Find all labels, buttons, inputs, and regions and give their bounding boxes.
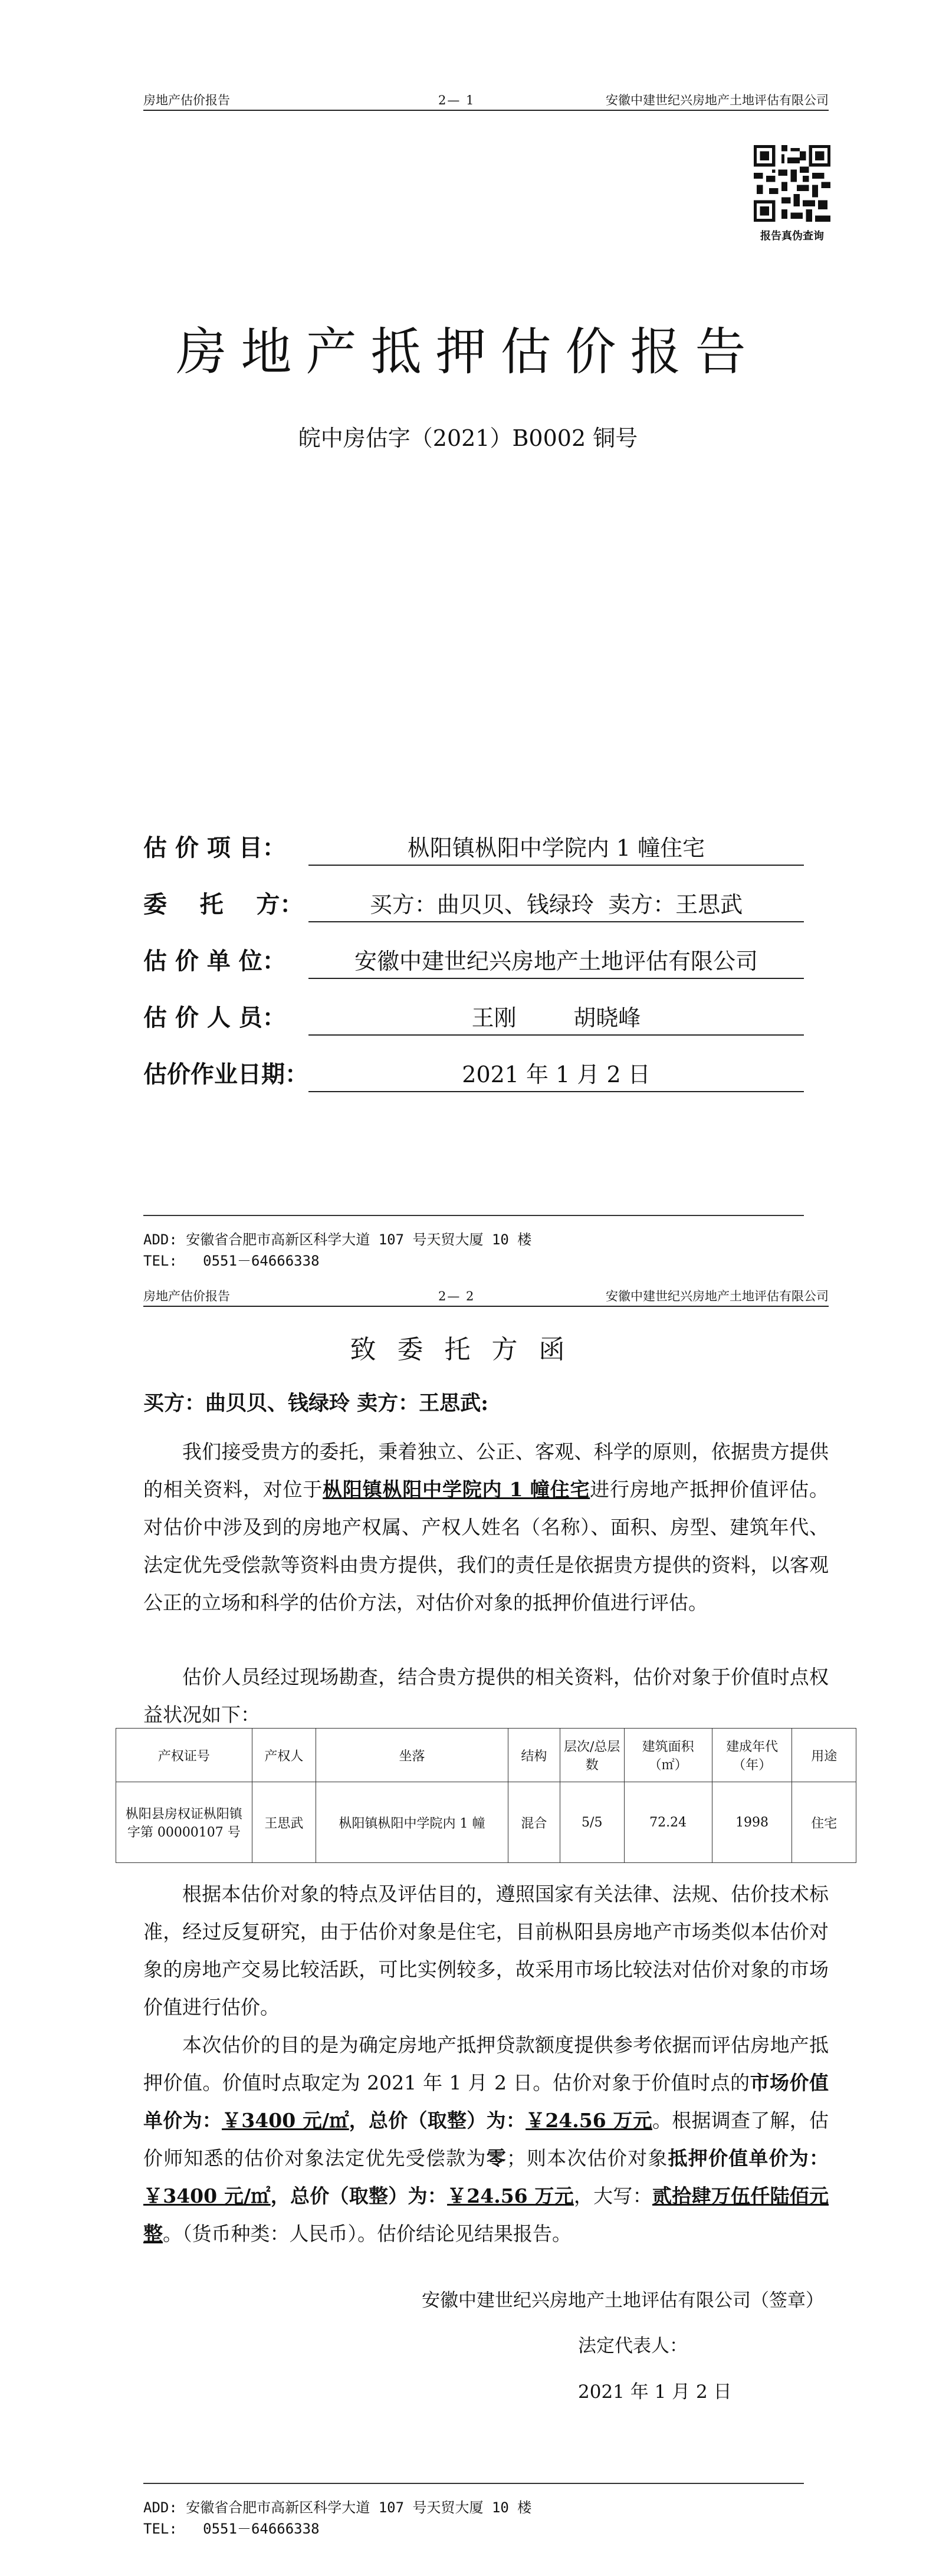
table-cell: 王思武	[252, 1782, 316, 1863]
property-table	[116, 1728, 856, 1863]
property-location: 枞阳镇枞阳中学院内 1 幢住宅	[323, 1478, 590, 1501]
table-cell: 枞阳镇枞阳中学院内 1 幢	[316, 1782, 508, 1863]
page-footer	[143, 2483, 804, 2539]
info-row-project	[143, 832, 804, 888]
info-label: 委 托 方：	[143, 891, 304, 918]
info-row-client	[143, 888, 804, 945]
footer-divider	[143, 1215, 804, 1216]
footer-divider	[143, 2483, 804, 2484]
info-value: 安徽中建世纪兴房地产土地评估有限公司	[308, 945, 804, 979]
info-label: 估价作业日期：	[143, 1060, 308, 1088]
table-cell: 1998	[712, 1782, 792, 1863]
running-header	[143, 93, 829, 111]
qr-caption: 报告真伪查询	[760, 230, 824, 242]
info-row-appraiser-org	[143, 945, 804, 1001]
info-label: 估 价 单 位：	[143, 947, 286, 975]
market-unit-label: 市场价值单价为：	[143, 2071, 829, 2132]
table-cell: 5/5	[560, 1782, 624, 1863]
letter-paragraph-3	[143, 1875, 829, 2026]
table-header-cell: 建筑面积（㎡）	[624, 1729, 712, 1782]
info-value: 2021 年 1 月 2 日	[308, 1058, 804, 1092]
market-unit-price: ￥3400 元/㎡	[222, 2109, 349, 2132]
letter-page	[0, 1286, 936, 2576]
paragraph-text: 我们接受贵方的委托，秉着独立、公正、客观、科学的原则，依据贵方提供的相关资料，对位于	[143, 1440, 829, 1501]
mortgage-total-label: 总价（取整）为：	[290, 2184, 448, 2207]
priority-claim-amount: 零	[486, 2147, 507, 2170]
letter-paragraph-1	[143, 1433, 829, 1622]
qr-verification[interactable]	[748, 145, 836, 243]
market-total-label: 总价（取整）为：	[369, 2109, 526, 2132]
qr-code-icon	[754, 145, 830, 222]
footer-address: ADD: 安徽省合肥市高新区科学大道 107 号天贸大厦 10 楼	[143, 2499, 532, 2516]
header-company: 安徽中建世纪兴房地产土地评估有限公司	[606, 93, 829, 107]
report-title: 房地产抵押估价报告	[176, 323, 760, 382]
table-cell: 枞阳县房权证枞阳镇字第 00000107 号	[116, 1782, 252, 1863]
header-page-number: 2— 1	[438, 93, 475, 107]
mortgage-total-price: ￥24.56 万元	[447, 2184, 574, 2207]
table-header-row	[116, 1729, 856, 1782]
info-row-date	[143, 1058, 804, 1115]
report-number: 皖中房估字（2021）B0002 铜号	[298, 425, 638, 451]
paragraph-text: ；则本次估价对象	[506, 2147, 668, 2170]
table-header-cell: 产权人	[252, 1729, 316, 1782]
info-value: 王刚 胡晓峰	[308, 1001, 804, 1036]
table-header-cell: 坐落	[316, 1729, 508, 1782]
paragraph-text: 根据本估价对象的特点及评估目的，遵照国家有关法律、法规、估价技术标准，经过反复研究，由于估价对象是住宅，目前枞阳县房地产市场类似本估价对象的房地产交易比较活跃，可比实例较多，故采用市场比较法对估价对象的市场价值进行估价。	[143, 1882, 829, 2019]
table-cell: 住宅	[792, 1782, 856, 1863]
paragraph-text: 。（货币种类：人民币）。估价结论见结果报告。	[163, 2222, 572, 2245]
header-company: 安徽中建世纪兴房地产土地评估有限公司	[606, 1289, 829, 1303]
footer-telephone: TEL: 0551－64666338	[143, 2521, 320, 2537]
table-header-cell: 建成年代（年）	[712, 1729, 792, 1782]
running-header	[143, 1289, 829, 1307]
info-value: 枞阳镇枞阳中学院内 1 幢住宅	[308, 832, 804, 866]
info-label: 估 价 人 员：	[143, 1004, 286, 1031]
table-cell: 混合	[508, 1782, 560, 1863]
paragraph-text: 本次估价的目的是为确定房地产抵押贷款额度提供参考依据而评估房地产抵押价值。价值时点取定为 2021 年 1 月 2 日。估价对象于价值时点的	[143, 2033, 829, 2094]
amount-in-words: 贰拾肆万伍仟陆佰元整	[143, 2184, 829, 2245]
letter-addressee: 买方：曲贝贝、钱绿玲 卖方：王思武:	[143, 1391, 489, 1415]
mortgage-unit-label: 抵押价值单价为：	[668, 2147, 829, 2170]
letter-paragraph-4	[143, 2026, 829, 2253]
cover-info-table	[143, 832, 804, 1115]
table-header-cell: 层次/总层数	[560, 1729, 624, 1782]
footer-address: ADD: 安徽省合肥市高新区科学大道 107 号天贸大厦 10 楼	[143, 1231, 532, 1248]
market-total-price: ￥24.56 万元	[526, 2109, 652, 2132]
letter-title: 致委托方函	[350, 1335, 586, 1365]
header-report-type: 房地产估价报告	[143, 1289, 230, 1303]
header-page-number: 2— 2	[438, 1289, 475, 1303]
table-row	[116, 1782, 856, 1863]
cover-page	[0, 0, 936, 1286]
table-header-cell: 结构	[508, 1729, 560, 1782]
footer-telephone: TEL: 0551－64666338	[143, 1253, 320, 1269]
page-footer	[143, 1215, 804, 1271]
letter-date: 2021 年 1 月 2 日	[578, 2381, 732, 2403]
info-label: 估 价 项 目：	[143, 834, 286, 862]
paragraph-text: ，	[349, 2109, 369, 2132]
letter-paragraph-2	[143, 1658, 829, 1734]
info-row-appraisers	[143, 1001, 804, 1058]
paragraph-text: 。根据调查了解，估价师知悉的估价对象法定优先受偿款为	[143, 2109, 829, 2170]
paragraph-text: 进行房地产抵押价值评估。对估价中涉及到的房地产权属、产权人姓名（名称）、面积、房型、建筑年代、法定优先受偿款等资料由贵方提供，我们的责任是依据贵方提供的资料，以客观公正的立场和科学的估价方法，对估价对象的抵押价值进行评估。	[143, 1478, 829, 1614]
company-signature: 安徽中建世纪兴房地产土地评估有限公司（签章）	[422, 2290, 824, 2311]
paragraph-text: ，大写：	[573, 2184, 652, 2207]
paragraph-text: ，	[270, 2184, 290, 2207]
paragraph-text: 估价人员经过现场勘查，结合贵方提供的相关资料，估价对象于价值时点权益状况如下：	[143, 1665, 829, 1726]
table-header-cell: 产权证号	[116, 1729, 252, 1782]
legal-representative: 法定代表人：	[578, 2335, 688, 2357]
header-report-type: 房地产估价报告	[143, 93, 230, 107]
info-value: 买方：曲贝贝、钱绿玲 卖方：王思武	[308, 888, 804, 922]
mortgage-unit-price: ￥3400 元/㎡	[143, 2184, 271, 2207]
table-header-cell: 用途	[792, 1729, 856, 1782]
table-cell: 72.24	[624, 1782, 712, 1863]
